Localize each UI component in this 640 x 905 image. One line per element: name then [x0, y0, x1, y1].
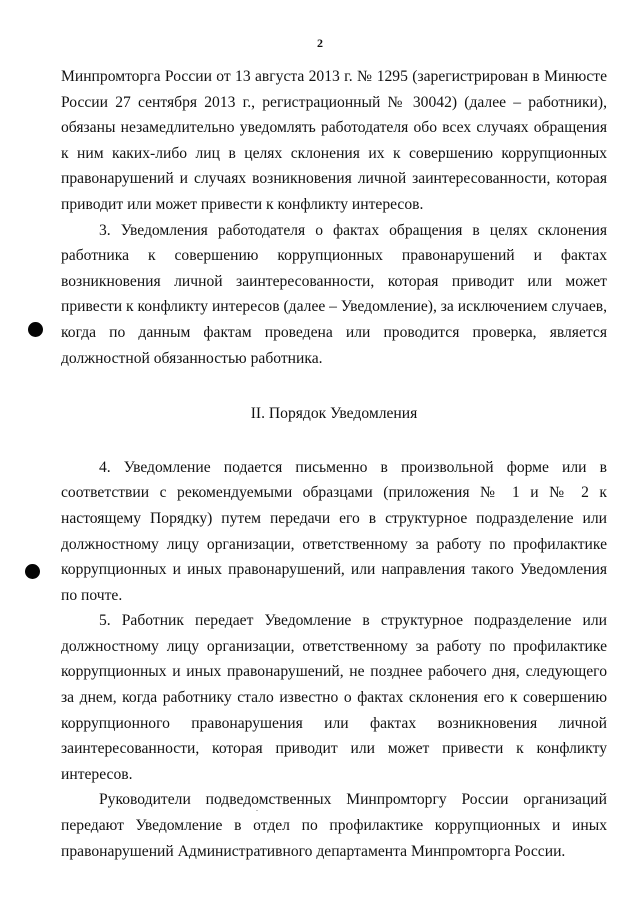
paragraph-5: 5. Работник передает Уведомление в структурное подразделение или должностному лицу организации, ответственному за работу по профилактике коррупционных и иных правонарушений, не позднее рабочего дня, следующего за днем, когда работнику стало известно о фактах склонения его к совершению коррупционного правонарушения или фактах возникновения личной заинтересованности, которая приводит или может привести к конфликту интересов.: [61, 612, 607, 783]
scan-mark: [256, 810, 258, 811]
section-heading: II. Порядок Уведомления: [250, 405, 418, 423]
punch-hole-top: [28, 322, 43, 337]
paragraph-continuation: Минпромторга России от 13 августа 2013 г. № 1295 (зарегистрирован в Минюсте России 27 сентября 2013 г., регистрационный № 30042) (далее – работники), обязаны незамедлительно уведомлять работодателя обо всех случаях обращения к ним каких-либо лиц в целях склонения их к совершению коррупционных правонарушений и случаях возникновения личной заинтересованности, которая приводит или может привести к конфликту интересов.: [61, 68, 607, 213]
document-body: [61, 64, 607, 864]
paragraph-5-continued: Руководители подведомственных Минпромторгу России организаций передают Уведомление в отдел по профилактике коррупционных и иных правонарушений Административного департамента Минпромторга России.: [61, 791, 607, 860]
paragraph-4: 4. Уведомление подается письменно в произвольной форме или в соответствии с рекомендуемыми образцами (приложения № 1 и № 2 к настоящему Порядку) путем передачи его в структурное подразделение или должностному лицу организации, ответственному за работу по профилактике коррупционных и иных правонарушений, или направления такого Уведомления по почте.: [61, 458, 607, 604]
punch-hole-bottom: [25, 564, 40, 579]
paragraph-3: 3. Уведомления работодателя о фактах обращения в целях склонения работника к совершению коррупционных правонарушений и фактах возникновения личной заинтересованности, которая приводит или может привести к конфликту интересов (далее – Уведомление), за исключением случаев, когда по данным фактам проведена или проводится проверка, является должностной обязанностью работника.: [61, 221, 608, 367]
page-number: 2: [317, 36, 323, 50]
